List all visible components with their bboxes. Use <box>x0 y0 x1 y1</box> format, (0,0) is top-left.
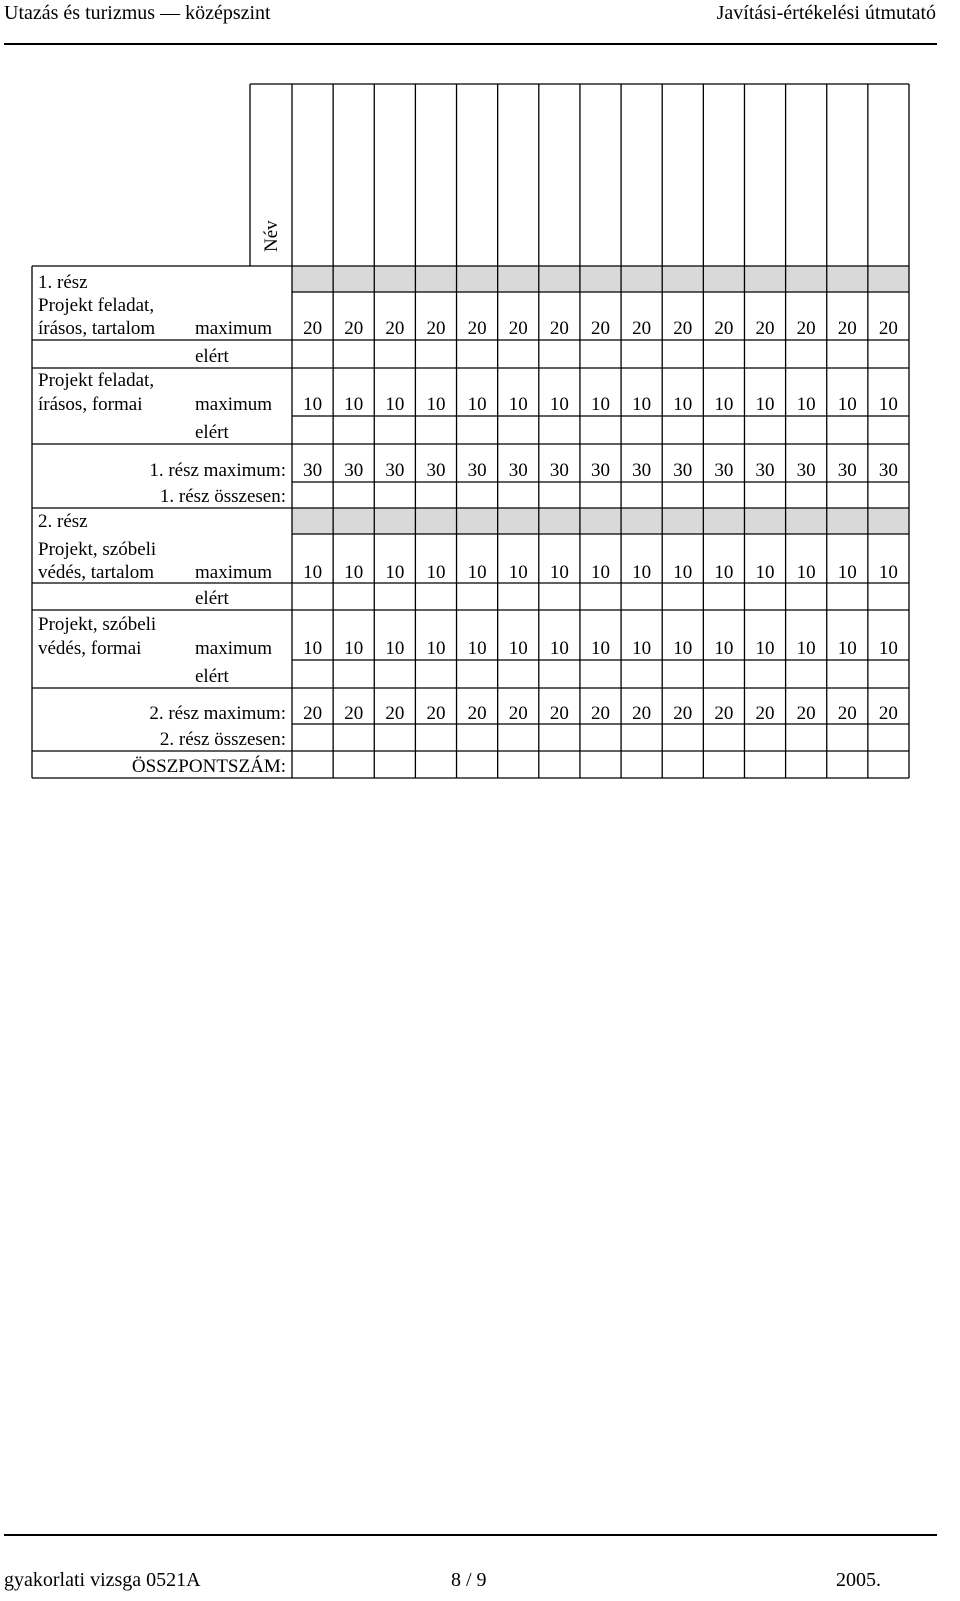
max-score-cell: 10 <box>303 638 323 659</box>
part-total-label: 2. rész összesen: <box>159 729 286 750</box>
header-title: Utazás és turizmus — középszint <box>4 2 271 24</box>
max-score-cell: 20 <box>837 318 857 339</box>
sum-max-cell: 30 <box>878 460 898 481</box>
max-score-cell: 20 <box>385 318 405 339</box>
max-score-cell: 20 <box>755 318 775 339</box>
shaded-row-part1 <box>292 266 909 292</box>
sum-max-cell: 20 <box>303 703 323 724</box>
max-score-cell: 10 <box>344 562 364 583</box>
max-score-cell: 10 <box>837 562 857 583</box>
row-label-line: Projekt, szóbeli <box>38 539 157 560</box>
max-score-cell: 10 <box>344 394 364 415</box>
max-score-cell: 10 <box>591 638 610 659</box>
sum-max-cell: 20 <box>508 703 528 724</box>
max-score-cell: 10 <box>632 638 652 659</box>
sum-max-cell: 20 <box>426 703 446 724</box>
max-score-cell: 10 <box>837 638 857 659</box>
sum-max-cell: 20 <box>632 703 652 724</box>
achieved-label: elért <box>195 422 229 443</box>
max-score-cell: 20 <box>426 318 446 339</box>
sum-max-cell: 20 <box>796 703 816 724</box>
max-score-cell: 10 <box>426 638 446 659</box>
max-score-cell: 20 <box>796 318 816 339</box>
section-title-part2: 2. rész <box>38 511 88 532</box>
row-label-line: Projekt feladat, <box>38 370 155 391</box>
max-score-cell: 10 <box>385 638 405 659</box>
max-score-cell: 20 <box>714 318 734 339</box>
sum-max-cell: 30 <box>796 460 816 481</box>
sum-maximum-label: 1. rész maximum: <box>149 460 286 481</box>
max-score-cell: 10 <box>673 638 693 659</box>
part-total-label: 1. rész összesen: <box>159 486 286 507</box>
sum-max-cell: 30 <box>673 460 693 481</box>
max-score-cell: 10 <box>591 394 610 415</box>
max-score-cell: 10 <box>796 394 816 415</box>
max-score-cell: 10 <box>467 394 487 415</box>
max-score-cell: 10 <box>549 394 569 415</box>
grand-total-label: ÖSSZPONTSZÁM: <box>131 756 286 777</box>
sum-max-cell: 30 <box>714 460 734 481</box>
max-score-cell: 10 <box>673 394 693 415</box>
max-score-cell: 10 <box>467 638 487 659</box>
row-label-line: írásos, formai <box>38 394 143 415</box>
max-score-cell: 10 <box>755 562 775 583</box>
max-score-cell: 10 <box>467 562 487 583</box>
max-score-cell: 20 <box>508 318 528 339</box>
sum-max-cell: 30 <box>549 460 569 481</box>
footer-exam-code: gyakorlati vizsga 0521A <box>4 1569 201 1591</box>
maximum-label: maximum <box>195 394 273 415</box>
max-score-cell: 10 <box>303 562 323 583</box>
max-score-cell: 20 <box>591 318 610 339</box>
max-score-cell: 10 <box>344 638 364 659</box>
max-score-cell: 10 <box>549 638 569 659</box>
sum-max-cell: 30 <box>508 460 528 481</box>
sum-maximum-label: 2. rész maximum: <box>149 703 286 724</box>
sum-max-cell: 20 <box>385 703 405 724</box>
max-score-cell: 20 <box>467 318 487 339</box>
max-score-cell: 20 <box>878 318 898 339</box>
sum-max-cell: 20 <box>549 703 569 724</box>
sum-max-cell: 20 <box>344 703 364 724</box>
shaded-row-part2 <box>292 508 909 534</box>
max-score-cell: 10 <box>426 394 446 415</box>
sum-max-cell: 20 <box>467 703 487 724</box>
max-score-cell: 10 <box>385 394 405 415</box>
max-score-cell: 20 <box>549 318 569 339</box>
row-label-line: Projekt feladat, <box>38 295 155 316</box>
max-score-cell: 10 <box>755 638 775 659</box>
sum-max-cell: 30 <box>344 460 364 481</box>
max-score-cell: 10 <box>508 638 528 659</box>
name-header-label: Név <box>261 220 282 252</box>
max-score-cell: 10 <box>714 562 734 583</box>
max-score-cell: 10 <box>303 394 323 415</box>
sum-max-cell: 30 <box>303 460 323 481</box>
sum-max-cell: 30 <box>467 460 487 481</box>
max-score-cell: 10 <box>426 562 446 583</box>
max-score-cell: 10 <box>878 394 898 415</box>
sum-max-cell: 20 <box>673 703 693 724</box>
max-score-cell: 10 <box>591 562 610 583</box>
max-score-cell: 10 <box>714 394 734 415</box>
max-score-cell: 20 <box>344 318 364 339</box>
max-score-cell: 10 <box>755 394 775 415</box>
sum-max-cell: 30 <box>591 460 610 481</box>
sum-max-cell: 30 <box>755 460 775 481</box>
max-score-cell: 20 <box>303 318 323 339</box>
footer-year: 2005. <box>836 1569 881 1591</box>
max-score-cell: 10 <box>878 638 898 659</box>
max-score-cell: 10 <box>385 562 405 583</box>
max-score-cell: 20 <box>673 318 693 339</box>
section-title-part1: 1. rész <box>38 272 88 293</box>
sum-max-cell: 20 <box>837 703 857 724</box>
max-score-cell: 10 <box>796 562 816 583</box>
row-label-line: írásos, tartalom <box>38 318 156 339</box>
max-score-cell: 10 <box>714 638 734 659</box>
max-score-cell: 10 <box>673 562 693 583</box>
sum-max-cell: 20 <box>755 703 775 724</box>
maximum-label: maximum <box>195 318 273 339</box>
achieved-label: elért <box>195 588 229 609</box>
sum-max-cell: 30 <box>632 460 652 481</box>
max-score-cell: 10 <box>837 394 857 415</box>
row-label-line: védés, tartalom <box>38 562 155 583</box>
achieved-label: elért <box>195 666 229 687</box>
row-label-line: Projekt, szóbeli <box>38 614 157 635</box>
maximum-label: maximum <box>195 638 273 659</box>
max-score-cell: 10 <box>508 562 528 583</box>
max-score-cell: 10 <box>878 562 898 583</box>
achieved-label: elért <box>195 346 229 367</box>
footer-rule <box>4 1534 937 1536</box>
sum-max-cell: 20 <box>591 703 610 724</box>
max-score-cell: 10 <box>796 638 816 659</box>
max-score-cell: 20 <box>632 318 652 339</box>
sum-max-cell: 20 <box>714 703 734 724</box>
footer-page-number: 8 / 9 <box>451 1569 487 1591</box>
sum-max-cell: 30 <box>426 460 446 481</box>
maximum-label: maximum <box>195 562 273 583</box>
row-label-line: védés, formai <box>38 638 142 659</box>
max-score-cell: 10 <box>632 394 652 415</box>
max-score-cell: 10 <box>632 562 652 583</box>
sum-max-cell: 20 <box>878 703 898 724</box>
sum-max-cell: 30 <box>385 460 405 481</box>
max-score-cell: 10 <box>508 394 528 415</box>
max-score-cell: 10 <box>549 562 569 583</box>
header-subtitle: Javítási-értékelési útmutató <box>716 2 936 24</box>
sum-max-cell: 30 <box>837 460 857 481</box>
